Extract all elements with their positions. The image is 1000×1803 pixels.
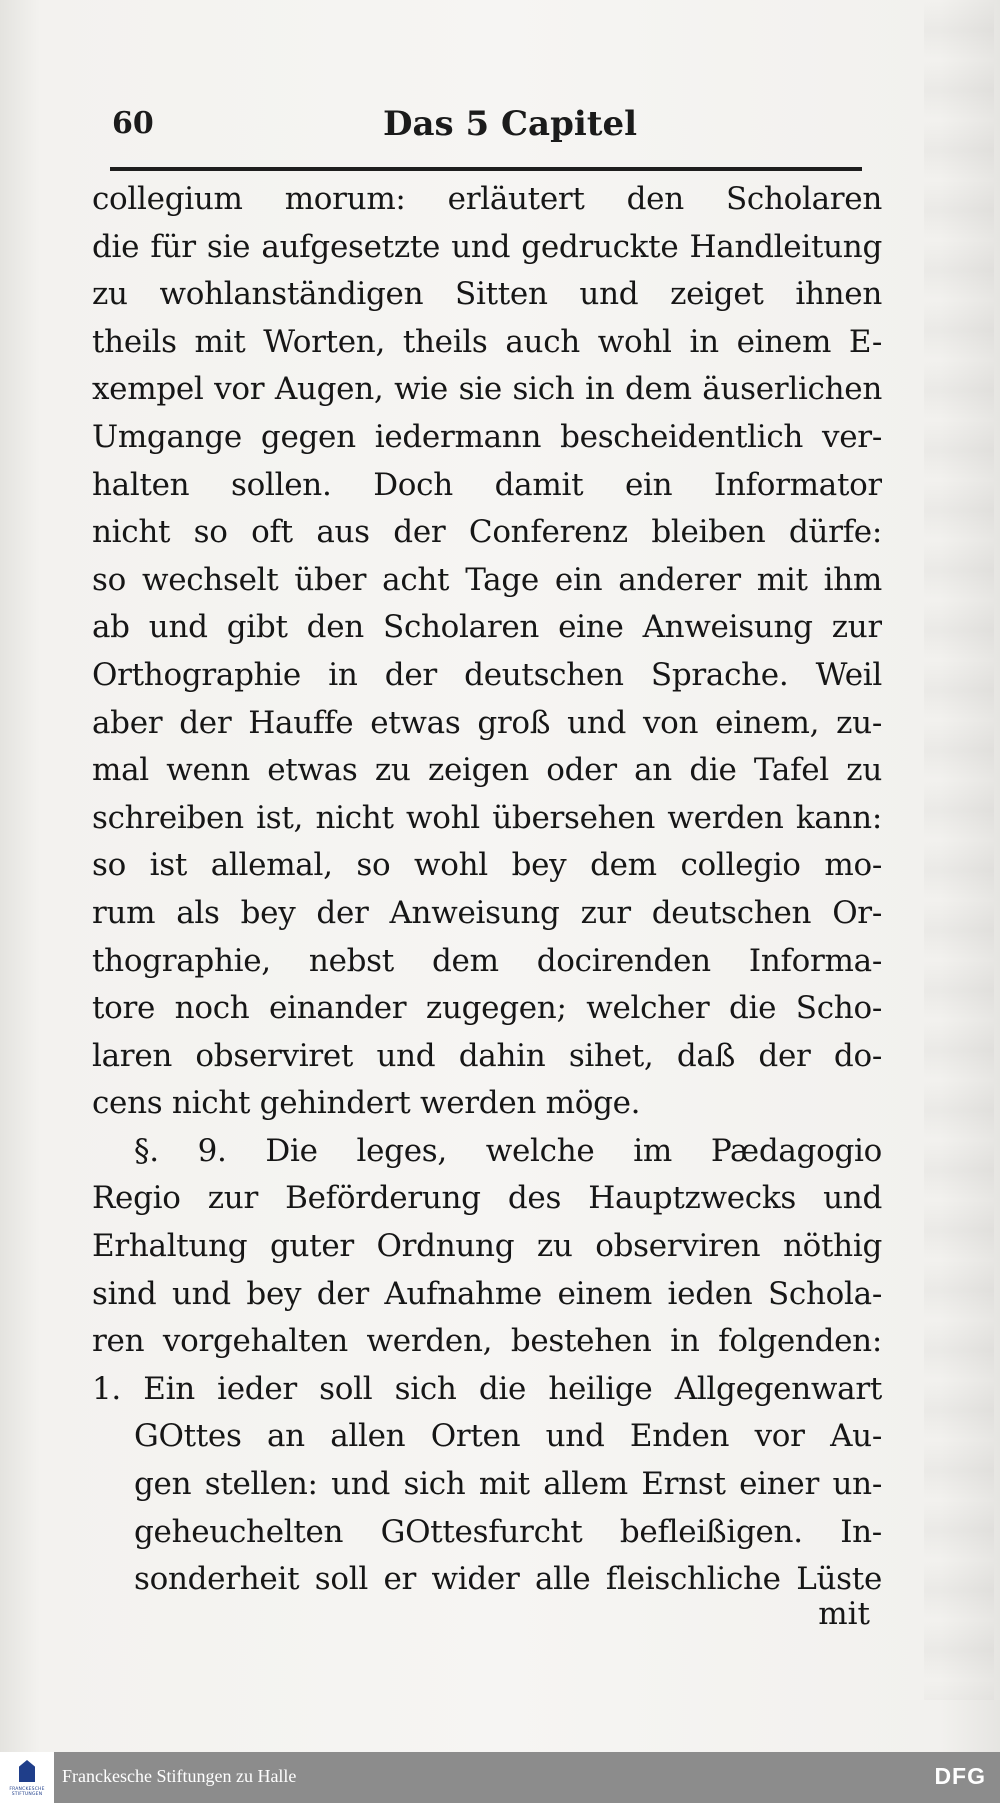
section-heading-line: §. 9. Die leges, welche im Pædagogio	[134, 1132, 882, 1169]
show-through-shadow	[924, 0, 994, 1700]
text-line: xempel vor Augen, wie sie sich in dem äuserlichen	[92, 371, 882, 408]
text-line: GOttes an allen Orten und Enden vor Au-	[134, 1418, 882, 1455]
text-line: tore noch einander zugegen; welcher die Scho-	[92, 990, 882, 1027]
running-head: Das 5 Capitel	[383, 104, 638, 144]
page-number: 60	[112, 106, 154, 141]
text-line: so ist allemal, so wohl bey dem collegio mo-	[92, 847, 882, 884]
text-line: cens nicht gehindert werden möge.	[92, 1085, 641, 1122]
text-line: die für sie aufgesetzte und gedruckte Handleitung	[92, 228, 882, 265]
text-line: rum als bey der Anweisung zur deutschen Or-	[92, 894, 882, 931]
text-line: geheuchelten GOttesfurcht befleißigen. In-	[134, 1513, 882, 1550]
text-line: zu wohlanständigen Sitten und zeiget ihnen	[92, 276, 882, 313]
text-line: Orthographie in der deutschen Sprache. Weil	[92, 656, 882, 693]
list-item-line: 1. Ein ieder soll sich die heilige Allgegenwart	[92, 1370, 882, 1407]
text-line: schreiben ist, nicht wohl übersehen werden kann:	[92, 799, 882, 836]
text-line: gen stellen: und sich mit allem Ernst einer un-	[134, 1466, 882, 1503]
text-line: Umgange gegen iedermann bescheidentlich ver-	[92, 418, 882, 455]
franckesche-logo[interactable]	[0, 1752, 54, 1803]
catchword: mit	[818, 1596, 870, 1632]
dfg-logo[interactable]: DFG	[934, 1763, 986, 1789]
text-line: aber der Hauffe etwas groß und von einem, zu-	[92, 704, 882, 741]
text-line: nicht so oft aus der Conferenz bleiben dürfe:	[92, 514, 882, 551]
text-line: sind und bey der Aufnahme einem ieden Schola-	[92, 1275, 882, 1312]
text-line: collegium morum: erläutert den Scholaren	[92, 181, 882, 217]
building-icon	[19, 1760, 35, 1782]
header-rule	[110, 167, 862, 171]
text-line: halten sollen. Doch damit ein Informator	[92, 466, 882, 503]
text-line: laren observiret und dahin sihet, daß der do-	[92, 1037, 882, 1074]
text-line: ab und gibt den Scholaren eine Anweisung zur	[92, 609, 882, 646]
text-line: sonderheit soll er wider alle fleischliche Lüste	[134, 1561, 882, 1598]
text-line: so wechselt über acht Tage ein anderer mit ihm	[92, 561, 882, 598]
text-line: mal wenn etwas zu zeigen oder an die Tafel zu	[92, 752, 882, 789]
footer-bar	[0, 1752, 1000, 1803]
institution-name: Franckesche Stiftungen zu Halle	[62, 1766, 297, 1786]
text-line: Regio zur Beförderung des Hauptzwecks und	[92, 1180, 882, 1217]
logo-caption: FRANCKESCHE STIFTUNGEN	[9, 1787, 45, 1797]
body-text	[92, 176, 882, 1604]
text-line: theils mit Worten, theils auch wohl in einem E-	[92, 323, 882, 360]
page-header	[108, 100, 868, 160]
text-line: Erhaltung guter Ordnung zu observiren nöthig	[92, 1228, 882, 1265]
text-line: ren vorgehalten werden, bestehen in folgenden:	[92, 1323, 882, 1360]
text-line: thographie, nebst dem docirenden Informa-	[92, 942, 882, 979]
